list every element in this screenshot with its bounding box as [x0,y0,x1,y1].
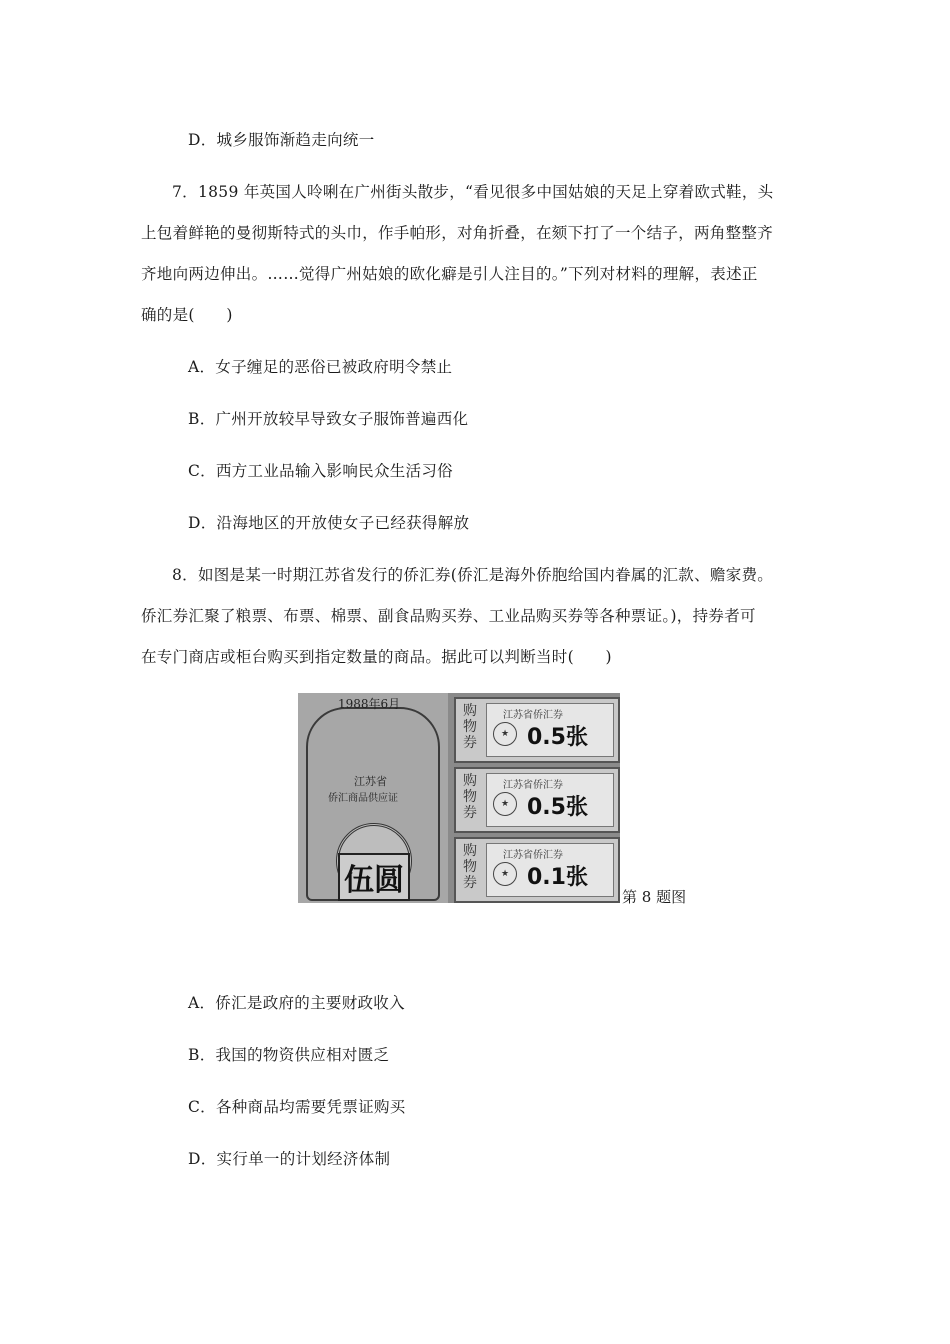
q7-option-d: D．沿海地区的开放使女子已经获得解放 [188,514,470,532]
coupon-issuer: 江苏省侨汇券 [503,780,563,791]
certificate-amount: 伍圆 [338,853,410,901]
supply-certificate [298,693,448,903]
coupon-issuer: 江苏省侨汇券 [503,710,563,721]
q8-option-c: C．各种商品均需要凭票证购买 [188,1098,406,1116]
q8-option-d: D．实行单一的计划经济体制 [188,1150,391,1168]
figure-caption: 第 8 题图 [622,888,687,906]
seal-icon: ★ [493,862,517,886]
q7-stem-line-4: 确的是( ) [141,306,233,324]
coupon-2 [454,767,620,833]
q8-option-b: B．我国的物资供应相对匮乏 [188,1046,390,1064]
q8-option-a: A．侨汇是政府的主要财政收入 [188,994,405,1012]
q7-option-a: A．女子缠足的恶俗已被政府明令禁止 [188,358,453,376]
seal-icon: ★ [493,792,517,816]
q6-option-d: D．城乡服饰渐趋走向统一 [188,131,375,149]
coupon-issuer: 江苏省侨汇券 [503,850,563,861]
coupon-value: 0.1张 [527,865,588,890]
q7-stem-line-1: 7．1859 年英国人呤唎在广州街头散步，“看见很多中国姑娘的天足上穿着欧式鞋，头 [172,183,774,201]
q7-stem-line-3: 齐地向两边伸出。……觉得广州姑娘的欧化癖是引人注目的。”下列对材料的理解，表述正 [141,265,758,283]
q8-figure-coupon-photo [298,693,620,903]
coupon-value: 0.5张 [527,725,588,750]
q7-stem-line-2: 上包着鲜艳的曼彻斯特式的头巾，作手帕形，对角折叠，在颏下打了一个结子，两角整整齐 [141,224,774,242]
q7-option-b: B．广州开放较早导致女子服饰普遍西化 [188,410,469,428]
q8-stem-line-2: 侨汇券汇聚了粮票、布票、棉票、副食品购买券、工业品购买券等各种票证。)，持券者可 [141,607,756,625]
coupon-kind: 购物券 [463,703,477,751]
q7-option-c: C．西方工业品输入影响民众生活习俗 [188,462,453,480]
coupon-kind: 购物券 [463,773,477,821]
certificate-subtitle: 侨汇商品供应证 [328,793,398,804]
coupon-value: 0.5张 [527,795,588,820]
coupon-1 [454,697,620,763]
certificate-province: 江苏省 [354,775,387,788]
coupon-3 [454,837,620,903]
certificate-date: 1988年6月 [338,697,401,711]
coupon-kind: 购物券 [463,843,477,891]
q8-stem-line-3: 在专门商店或柜台购买到指定数量的商品。据此可以判断当时( ) [141,648,612,666]
seal-icon: ★ [493,722,517,746]
q8-stem-line-1: 8．如图是某一时期江苏省发行的侨汇券(侨汇是海外侨胞给国内眷属的汇款、赡家费。 [172,566,774,584]
